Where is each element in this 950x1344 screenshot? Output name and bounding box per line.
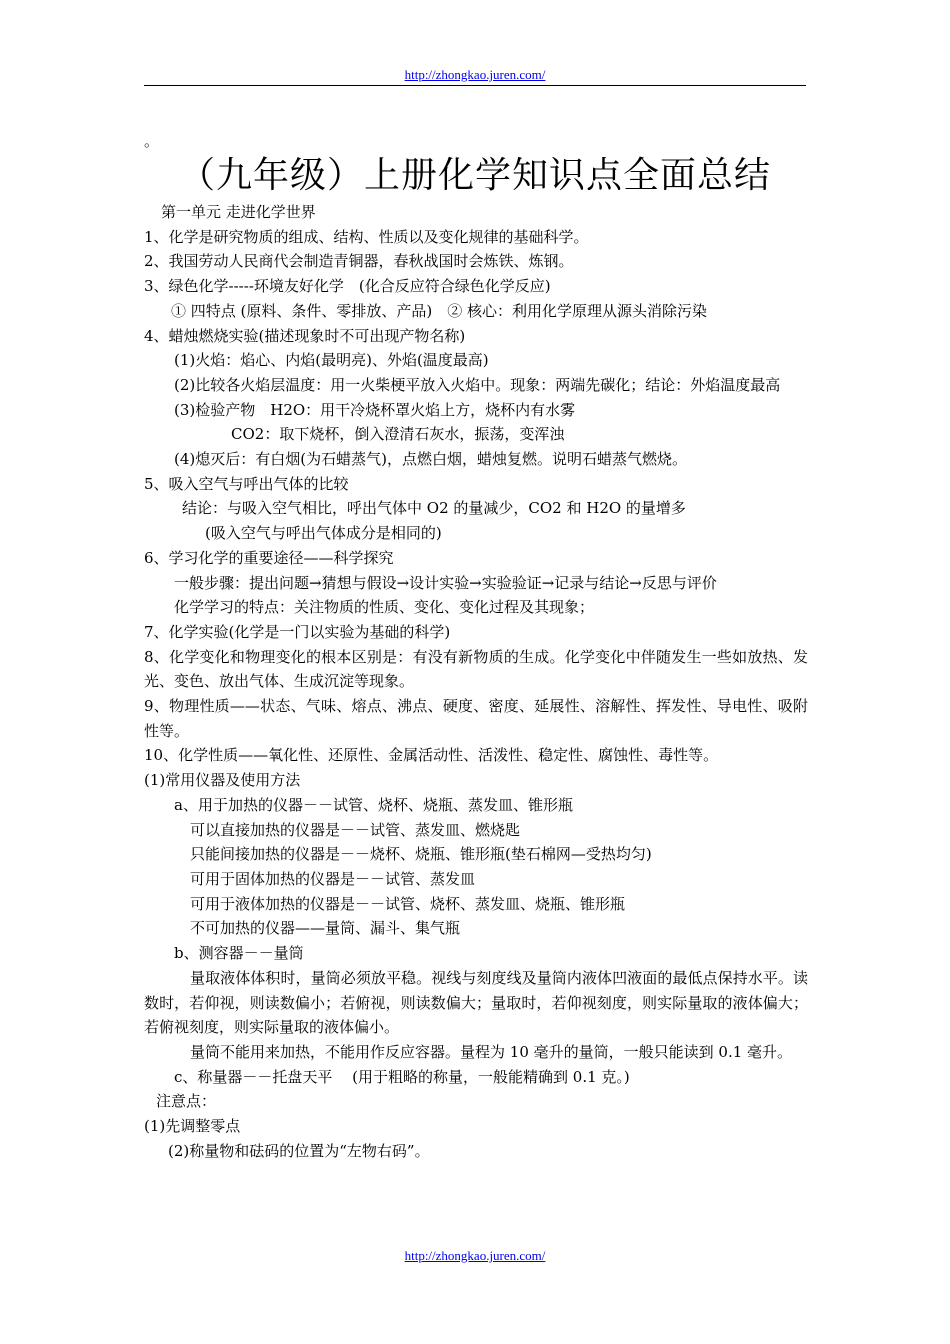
paragraph-line: 6、学习化学的重要途径——科学探究 (144, 548, 394, 567)
paragraph-line: 8、化学变化和物理变化的根本区别是：有没有新物质的生成。化学变化中伴随发生一些如放热、发光、变色、放出气体、生成沉淀等现象。 (144, 647, 808, 691)
paragraph-line: (1)火焰：焰心、内焰(最明亮)、外焰(温度最高) (174, 351, 489, 370)
paragraph-line: 量取液体体积时，量筒必须放平稳。视线与刻度线及量筒内液体凹液面的最低点保持水平。读数时，若仰视，则读数偏小；若俯视，则读数偏大；量取时，若仰视刻度，则实际量取的液体偏大；若俯视刻度，则实际量取的液体偏小。 (144, 968, 808, 1037)
leading-mark: 。 (144, 132, 160, 150)
header-divider (144, 85, 806, 86)
paragraph-line: 9、物理性质——状态、气味、熔点、沸点、硬度、密度、延展性、溶解性、挥发性、导电性、吸附性等。 (144, 697, 808, 740)
paragraph-line: 3、绿色化学-----环境友好化学 (化合反应符合绿色化学反应) (144, 277, 551, 296)
paragraph-line: (1)常用仪器及使用方法 (144, 771, 301, 790)
paragraph-line: ① 四特点 (原料、条件、零排放、产品) ② 核心：利用化学原理从源头消除污染 (171, 301, 708, 320)
paragraph-line: (2)比较各火焰层温度：用一火柴梗平放入火焰中。现象：两端先碳化；结论：外焰温度最高 (174, 375, 781, 394)
paragraph-line: 2、我国劳动人民商代会制造青铜器，春秋战国时会炼铁、炼钢。 (144, 252, 574, 271)
page-title: （九年级）上册化学知识点全面总结 (178, 155, 771, 196)
paragraph-line: (4)熄灭后：有白烟(为石蜡蒸气)，点燃白烟，蜡烛复燃。说明石蜡蒸气燃烧。 (174, 450, 687, 469)
paragraph-line: 一般步骤：提出问题→猜想与假设→设计实验→实验验证→记录与结论→反思与评价 (174, 573, 717, 592)
paragraph-line: 只能间接加热的仪器是－－烧杯、烧瓶、锥形瓶(垫石棉网—受热均匀) (190, 845, 652, 864)
paragraph-line: 1、化学是研究物质的组成、结构、性质以及变化规律的基础科学。 (144, 227, 589, 246)
paragraph-line: 化学学习的特点：关注物质的性质、变化、变化过程及其现象； (174, 598, 595, 617)
paragraph-line: 注意点： (156, 1092, 217, 1111)
paragraph-line: CO2：取下烧杯，倒入澄清石灰水，振荡，变浑浊 (231, 425, 565, 444)
paragraph-line: a、用于加热的仪器－－试管、烧杯、烧瓶、蒸发皿、锥形瓶 (174, 795, 573, 814)
paragraph-line: b、测容器－－量筒 (174, 944, 304, 963)
footer-url-link[interactable]: http://zhongkao.juren.com/ (404, 1248, 546, 1263)
paragraph-line: (1)先调整零点 (144, 1117, 241, 1136)
header-url-link[interactable]: http://zhongkao.juren.com/ (404, 67, 546, 82)
paragraph-line: 4、蜡烛燃烧实验(描述现象时不可出现产物名称) (144, 326, 466, 345)
paragraph-line: 可用于固体加热的仪器是－－试管、蒸发皿 (190, 869, 476, 888)
unit-heading: 第一单元 走进化学世界 (161, 203, 316, 221)
paragraph-line: 量筒不能用来加热，不能用作反应容器。量程为 10 毫升的量筒，一般只能读到 0.1 毫升。 (190, 1042, 793, 1061)
document-body (144, 200, 808, 1163)
paragraph-line: 可以直接加热的仪器是－－试管、蒸发皿、燃烧匙 (190, 820, 521, 839)
paragraph-line: (2)称量物和砝码的位置为“左物右码”。 (168, 1141, 430, 1160)
paragraph-line: 7、化学实验(化学是一门以实验为基础的科学) (144, 622, 451, 641)
paragraph-line: (3)检验产物 H2O：用干冷烧杯罩火焰上方，烧杯内有水雾 (174, 400, 576, 419)
paragraph-line: 结论：与吸入空气相比，呼出气体中 O2 的量减少，CO2 和 H2O 的量增多 (182, 499, 686, 518)
paragraph-line: 不可加热的仪器——量筒、漏斗、集气瓶 (190, 919, 461, 938)
paragraph-line: 10、化学性质——氧化性、还原性、金属活动性、活泼性、稳定性、腐蚀性、毒性等。 (144, 746, 719, 765)
paragraph-line: 5、吸入空气与呼出气体的比较 (144, 474, 349, 493)
paragraph-line: (吸入空气与呼出气体成分是相同的) (205, 524, 442, 543)
paragraph-line: 可用于液体加热的仪器是－－试管、烧杯、蒸发皿、烧瓶、锥形瓶 (190, 894, 626, 913)
paragraph-line: c、称量器－－托盘天平 (用于粗略的称量，一般能精确到 0.1 克。) (174, 1067, 630, 1086)
